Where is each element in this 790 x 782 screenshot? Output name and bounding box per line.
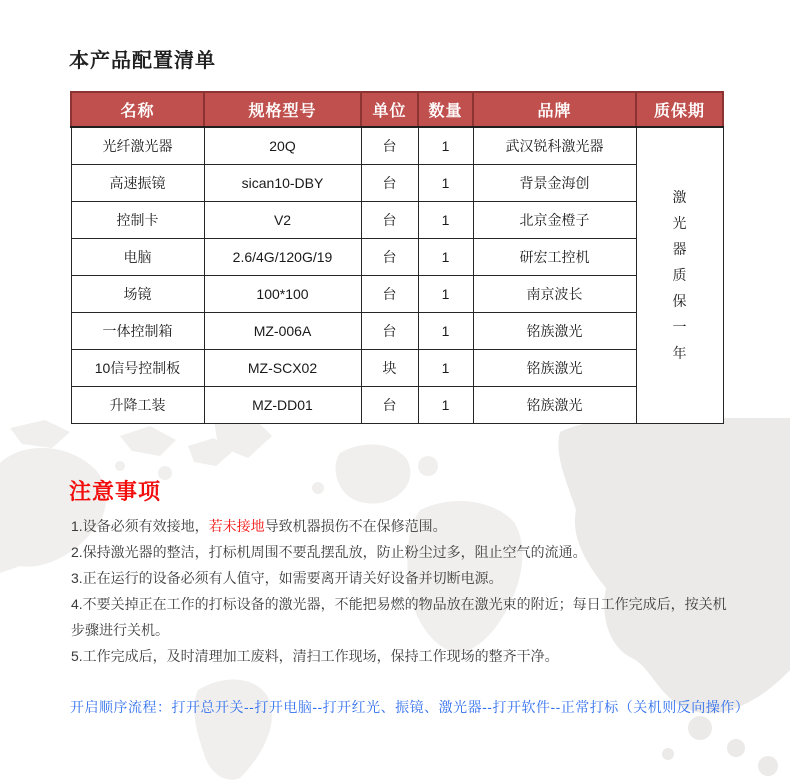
cell-qty: 1 <box>418 164 473 201</box>
cell-qty: 1 <box>418 312 473 349</box>
column-header-name: 名称 <box>71 92 204 127</box>
cell-model: MZ-SCX02 <box>204 349 361 386</box>
cell-name: 光纤激光器 <box>71 127 204 164</box>
cell-brand: 北京金橙子 <box>473 201 636 238</box>
cell-model: 20Q <box>204 127 361 164</box>
cell-model: MZ-006A <box>204 312 361 349</box>
cell-name: 控制卡 <box>71 201 204 238</box>
cell-unit: 台 <box>361 127 418 164</box>
cell-unit: 台 <box>361 312 418 349</box>
cell-unit: 块 <box>361 349 418 386</box>
note-item-5: 5.工作完成后，及时清理加工废料，清扫工作现场，保持工作现场的整齐干净。 <box>71 648 559 664</box>
cell-qty: 1 <box>418 238 473 275</box>
cell-brand: 南京波长 <box>473 275 636 312</box>
cell-name: 高速振镜 <box>71 164 204 201</box>
note-item-1 <box>71 513 731 539</box>
table-header-row <box>71 92 723 127</box>
cell-unit: 台 <box>361 238 418 275</box>
page-title: 本产品配置清单 <box>69 50 216 72</box>
column-header-brand: 品牌 <box>473 92 636 127</box>
table-row <box>71 386 723 423</box>
table-row <box>71 164 723 201</box>
cell-unit: 台 <box>361 164 418 201</box>
cell-brand: 铭族激光 <box>473 386 636 423</box>
cell-unit: 台 <box>361 201 418 238</box>
cell-model: MZ-DD01 <box>204 386 361 423</box>
cell-brand: 研宏工控机 <box>473 238 636 275</box>
column-header-qty: 数量 <box>418 92 473 127</box>
table-row <box>71 349 723 386</box>
column-header-unit: 单位 <box>361 92 418 127</box>
cell-brand: 铭族激光 <box>473 349 636 386</box>
cell-unit: 台 <box>361 275 418 312</box>
column-header-model: 规格型号 <box>204 92 361 127</box>
column-header-warranty: 质保期 <box>636 92 723 127</box>
cell-name: 升降工装 <box>71 386 204 423</box>
table-row <box>71 127 723 164</box>
table-row <box>71 275 723 312</box>
note-item-2: 2.保持激光器的整洁，打标机周围不要乱摆乱放，防止粉尘过多，阻止空气的流通。 <box>71 544 587 560</box>
table-row <box>71 238 723 275</box>
cell-qty: 1 <box>418 349 473 386</box>
warranty-vertical-text: 激光器质保一年 <box>672 189 687 362</box>
boot-sequence-line: 开启顺序流程：打开总开关--打开电脑--打开红光、振镜、激光器--打开软件--正常打标（关机则反向操作） <box>70 699 750 715</box>
note-1-post: 导致机器损伤不在保修范围。 <box>264 518 447 534</box>
note-1-pre: 1.设备必须有效接地， <box>71 518 209 534</box>
cell-name: 一体控制箱 <box>71 312 204 349</box>
warranty-merged-cell <box>636 127 723 423</box>
note-1-highlight: 若未接地 <box>208 518 265 534</box>
cell-model: 100*100 <box>204 275 361 312</box>
table-row <box>71 312 723 349</box>
configuration-table <box>70 91 724 424</box>
cell-model: sican10-DBY <box>204 164 361 201</box>
cell-qty: 1 <box>418 275 473 312</box>
cell-brand: 铭族激光 <box>473 312 636 349</box>
cell-name: 电脑 <box>71 238 204 275</box>
cell-model: 2.6/4G/120G/19 <box>204 238 361 275</box>
notes-list <box>71 513 731 669</box>
cell-unit: 台 <box>361 386 418 423</box>
cell-name: 场镜 <box>71 275 204 312</box>
cell-brand: 武汉锐科激光器 <box>473 127 636 164</box>
cell-qty: 1 <box>418 201 473 238</box>
table-row <box>71 201 723 238</box>
cell-qty: 1 <box>418 127 473 164</box>
note-item-3: 3.正在运行的设备必须有人值守，如需要离开请关好设备并切断电源。 <box>71 570 503 586</box>
cell-model: V2 <box>204 201 361 238</box>
notes-heading: 注意事项 <box>69 479 162 504</box>
cell-name: 10信号控制板 <box>71 349 204 386</box>
cell-brand: 背景金海创 <box>473 164 636 201</box>
note-item-4: 4.不要关掉正在工作的打标设备的激光器，不能把易燃的物品放在激光束的附近；每日工作完成后，按关机步骤进行关机。 <box>71 596 727 638</box>
cell-qty: 1 <box>418 386 473 423</box>
